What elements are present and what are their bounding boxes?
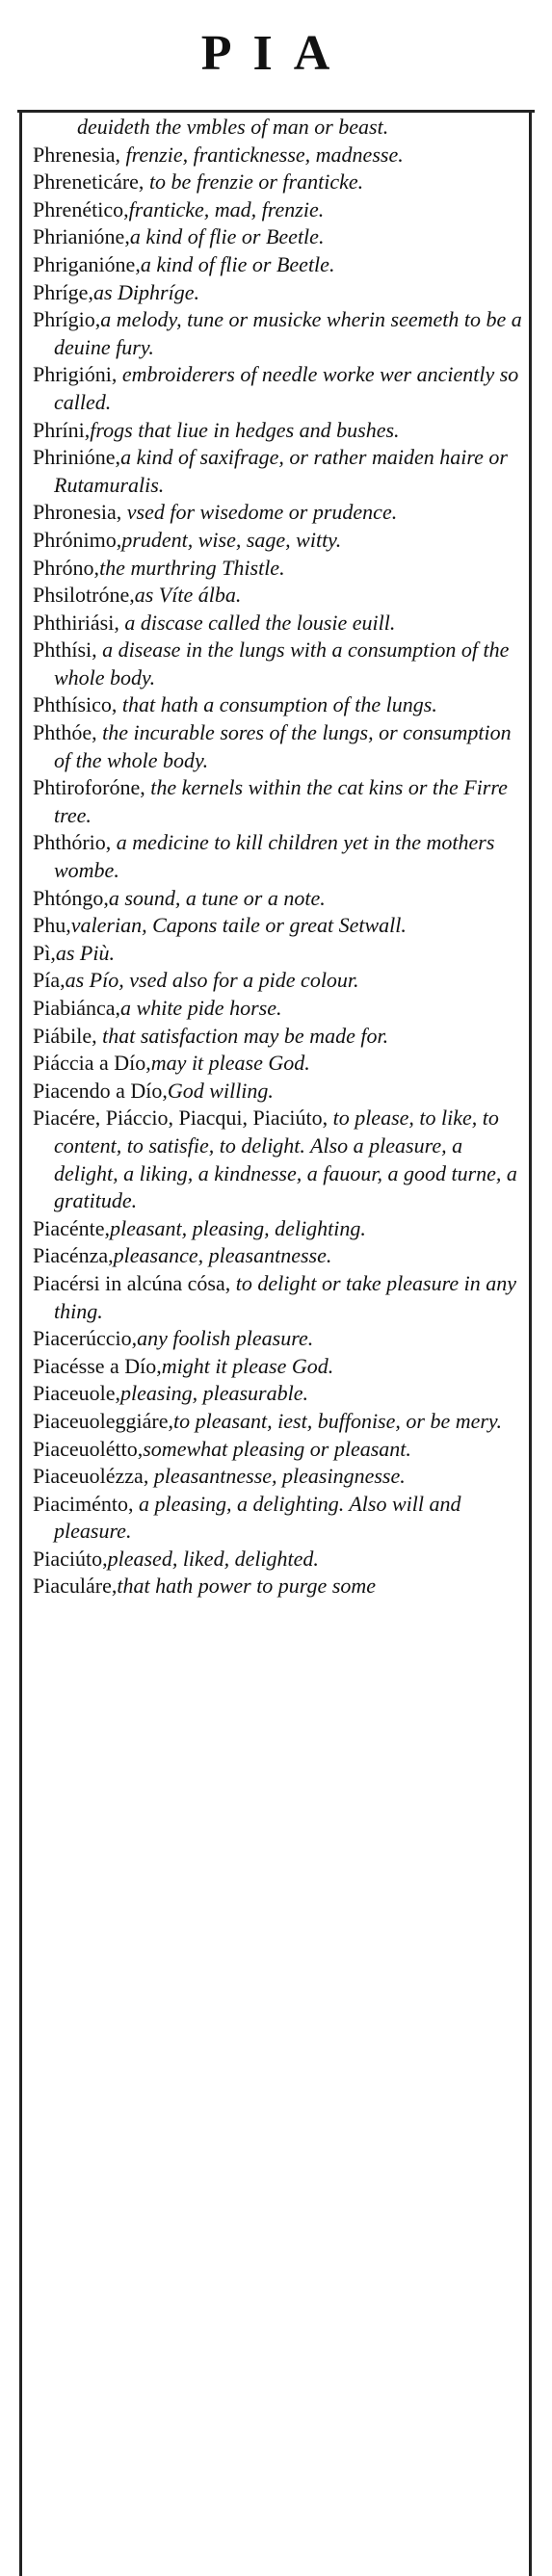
entry-definition: to delight or take pleasure in any thing.	[54, 1270, 517, 1323]
entry-headword: Phtiroforóne,	[33, 775, 145, 800]
entry-headword: Phríge,	[33, 279, 93, 304]
dictionary-entry	[33, 774, 526, 829]
entry-definition: pleasantnesse, pleasingnesse.	[148, 1464, 406, 1489]
dictionary-entry	[33, 940, 526, 968]
entry-headword: Phrígio,	[33, 307, 101, 332]
entry-definition: a kind of flie or Beetle.	[129, 224, 325, 249]
dictionary-entry	[33, 306, 526, 361]
entry-definition: that hath power to purge some	[117, 1574, 377, 1599]
entry-definition: a disease in the lungs with a consumption of the whole body.	[54, 637, 510, 690]
entry-definition: a sound, a tune or a note.	[108, 885, 326, 910]
entry-headword: Piacendo a Dío,	[33, 1078, 168, 1103]
dictionary-entry	[33, 1242, 526, 1270]
dictionary-entry	[33, 885, 526, 913]
entry-definition: to pleasant, iest, buffonise, or be mery.	[173, 1408, 502, 1433]
entry-headword: Piaceuolézza,	[33, 1464, 149, 1489]
header-rule	[17, 110, 535, 113]
dictionary-entry	[33, 610, 526, 637]
entry-definition: the murthring Thistle.	[99, 555, 285, 580]
entry-definition: the kernels within the cat kins or the Firre tree.	[54, 775, 508, 827]
entry-headword: Piacésse a Dío,	[33, 1353, 162, 1378]
page-header	[0, 0, 552, 112]
entry-headword: Phríni,	[33, 417, 91, 442]
dictionary-entry	[33, 361, 526, 416]
dictionary-entry	[33, 499, 526, 527]
entry-definition: pleased, liked, delighted.	[107, 1546, 319, 1571]
dictionary-entry	[33, 1436, 526, 1464]
entry-column	[33, 114, 526, 1600]
entry-definition: pleasant, pleasing, delighting.	[110, 1215, 366, 1240]
entry-definition: a kind of flie or Beetle.	[140, 251, 335, 276]
dictionary-entry	[33, 1353, 526, 1381]
dictionary-entry	[33, 527, 526, 555]
dictionary-entry	[33, 719, 526, 774]
dictionary-entry	[33, 196, 526, 224]
dictionary-entry	[33, 444, 526, 499]
entry-definition: pleasance, pleasantnesse.	[113, 1243, 332, 1268]
entry-headword: Piaculáre,	[33, 1574, 118, 1599]
entry-headword: Phróno,	[33, 555, 100, 580]
dictionary-entry	[33, 912, 526, 940]
entry-headword: Phthísico,	[33, 692, 118, 717]
entry-headword: Piábile,	[33, 1023, 97, 1048]
dictionary-entry	[33, 829, 526, 884]
entry-definition: as Víte álba.	[134, 583, 242, 608]
entry-headword: Phtóngo,	[33, 885, 109, 910]
dictionary-entry	[33, 417, 526, 445]
dictionary-entry	[33, 1546, 526, 1574]
entry-headword: Phrinióne,	[33, 445, 121, 470]
entry-definition: that hath a consumption of the lungs.	[117, 692, 437, 717]
entry-definition: a melody, tune or musicke wherin seemeth to be a deuine fury.	[54, 307, 522, 359]
entry-headword: Pía,	[33, 968, 66, 993]
entry-definition: to please, to like, to content, to satisfie, to delight. Also a pleasure, a delight, a liking, a kindnesse, a fauour, a good turne, a gratitude.	[54, 1106, 517, 1213]
entry-definition: as Pío, vsed also for a pide colour.	[65, 968, 359, 993]
entry-headword: Piacerúccio,	[33, 1326, 138, 1351]
entry-definition: pleasing, pleasurable.	[120, 1381, 308, 1406]
entry-definition: may it please God.	[150, 1051, 310, 1076]
dictionary-entry	[33, 582, 526, 610]
entry-definition: God willing.	[167, 1078, 274, 1103]
entry-headword: Pì,	[33, 940, 56, 965]
entry-headword: Phsilotróne,	[33, 583, 135, 608]
entry-definition: as Più.	[55, 940, 115, 965]
entry-headword: Phrenesia,	[33, 142, 121, 167]
dictionary-entry	[33, 1270, 526, 1325]
entry-definition: embroiderers of needle worke wer anciently so called.	[54, 362, 519, 414]
entry-definition: a medicine to kill children yet in the mothers wombe.	[54, 830, 495, 883]
entry-definition: a pleasing, a delighting. Also will and pleasure.	[54, 1491, 461, 1544]
dictionary-entry	[33, 1050, 526, 1078]
entry-headword: Phrenético,	[33, 196, 129, 221]
dictionary-entry	[33, 1408, 526, 1436]
entry-headword: Phreneticáre,	[33, 169, 145, 195]
entry-definition: as Diphríge.	[92, 279, 199, 304]
dictionary-entry	[33, 1380, 526, 1408]
entry-headword: Phthísi,	[33, 637, 97, 663]
entry-headword: Piaciúto,	[33, 1546, 108, 1571]
entry-headword: Phrigióni,	[33, 362, 118, 387]
left-column-rule	[19, 113, 22, 2576]
dictionary-entry	[33, 1463, 526, 1491]
entry-definition: valerian, Capons taile or great Setwall.	[70, 913, 407, 938]
dictionary-entry	[33, 555, 526, 583]
entry-headword: Piacérsi in alcúna cósa,	[33, 1270, 231, 1295]
entry-headword: Piabiánca,	[33, 996, 121, 1020]
entry-definition: to be frenzie or franticke.	[144, 169, 364, 195]
dictionary-entry	[33, 1078, 526, 1106]
entry-headword: Phu,	[33, 913, 71, 938]
dictionary-entry	[33, 279, 526, 307]
entry-headword: Piaceuolétto,	[33, 1436, 144, 1461]
entry-headword: Piáccia a Dío,	[33, 1051, 151, 1076]
entry-definition: might it please God.	[161, 1353, 334, 1378]
entry-headword: Piaceuole,	[33, 1381, 121, 1406]
dictionary-entry	[33, 223, 526, 251]
dictionary-entry	[33, 637, 526, 691]
entry-headword: Phronesia,	[33, 500, 122, 525]
continuation-text: deuideth the vmbles of man or beast.	[77, 115, 389, 139]
entry-definition: frenzie, franticknesse, madnesse.	[120, 142, 404, 167]
entry-headword: Phrónimo,	[33, 527, 122, 552]
entry-headword: Phthiriási,	[33, 610, 119, 635]
entry-headword: Phthóe,	[33, 720, 97, 745]
dictionary-entry	[33, 1491, 526, 1546]
entry-definition: any foolish pleasure.	[137, 1326, 314, 1351]
dictionary-entry	[33, 142, 526, 169]
entry-definition: a discase called the lousie euill.	[118, 610, 396, 635]
entry-definition: that satisfaction may be made for.	[96, 1023, 389, 1048]
dictionary-entry	[33, 967, 526, 995]
running-head: PIA	[200, 26, 352, 81]
entry-headword: Phriganióne,	[33, 251, 141, 276]
dictionary-entry	[33, 169, 526, 196]
dictionary-entry	[33, 1573, 526, 1600]
entry-definition: a white pide horse.	[120, 996, 282, 1020]
dictionary-entry	[33, 691, 526, 719]
dictionary-entry	[33, 1023, 526, 1051]
entry-headword: Piaceuoleggiáre,	[33, 1408, 173, 1433]
entry-definition: somewhat pleasing or pleasant.	[143, 1436, 411, 1461]
entry-headword: Piaciménto,	[33, 1491, 134, 1516]
right-column-rule	[529, 113, 532, 2576]
entry-headword: Piacére, Piáccio, Piacqui, Piaciúto,	[33, 1106, 329, 1131]
entry-headword: Phrianióne,	[33, 224, 130, 249]
entry-headword: Piacénte,	[33, 1215, 111, 1240]
entry-definition: frogs that liue in hedges and bushes.	[90, 417, 400, 442]
dictionary-entry	[33, 1325, 526, 1353]
dictionary-entry	[33, 995, 526, 1023]
entry-headword: Piacénza,	[33, 1243, 114, 1268]
entry-definition: a kind of saxifrage, or rather maiden haire or Rutamuralis.	[54, 445, 508, 497]
entry-definition: the incurable sores of the lungs, or consumption of the whole body.	[54, 720, 512, 772]
dictionary-entry	[33, 1105, 526, 1214]
entry-definition: vsed for wisedome or prudence.	[121, 500, 398, 525]
dictionary-entry	[33, 1215, 526, 1243]
dictionary-entry	[33, 251, 526, 279]
entry-definition: franticke, mad, frenzie.	[128, 196, 325, 221]
entry-headword: Phthório,	[33, 830, 112, 855]
entry-definition: prudent, wise, sage, witty.	[121, 527, 342, 552]
